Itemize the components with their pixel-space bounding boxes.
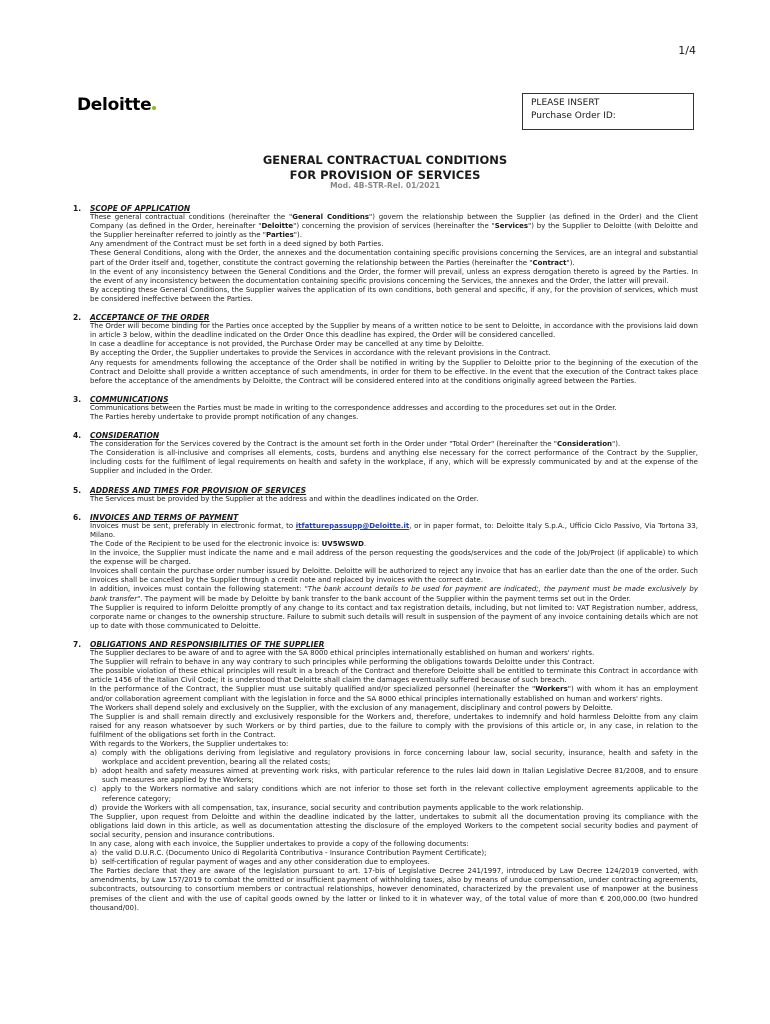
paragraph: By accepting the Order, the Supplier undertakes to provide the Services in accordance with the relevant provisions in the Contract.: [90, 349, 551, 358]
section-obligations: [73, 640, 698, 913]
paragraph: The Parties hereby undertake to provide prompt notification of any changes.: [90, 412, 359, 421]
paragraph: In any case, along with each invoice, the Supplier undertakes to provide a copy of the following documents:: [90, 840, 469, 848]
deloitte-logo: [77, 95, 156, 115]
section-consideration: [73, 431, 698, 476]
paragraph: The Workers shall depend solely and exclusively on the Supplier, with the exclusion of any management, disciplinary and control powers by Deloitte.: [90, 703, 613, 712]
paragraph: Invoices must be sent, preferably in electronic format, to itfatturepassupp@Deloitte.it, or in paper format, to: Deloitte Italy S.p.A., Ufficio Ciclo Passivo, Via Tortona 33, Milano.: [90, 521, 698, 539]
paragraph: The Supplier will refrain to behave in any way contrary to such principles while performing the obligations towards Deloitte under this Contract.: [90, 658, 595, 667]
section-heading: ADDRESS AND TIMES FOR PROVISION OF SERVICES: [90, 485, 307, 495]
section-scope: [73, 204, 698, 304]
paragraph: In addition, invoices must contain the following statement: "The bank account details to be used for payment are indicated;, the payment must be made exclusively by bank transfer". The payment will be made by Deloitte by bank transfer to the bank account of the Supplier within the payment terms set out in the Order.: [90, 585, 698, 603]
list-item: a) the valid D.U.R.C. (Documento Unico di Regolarità Contributiva - Insurance Contribution Payment Certificate);: [90, 849, 487, 858]
section-invoices: [73, 513, 698, 631]
paragraph: The possible violation of these ethical principles will result in a breach of the Contract and therefore Deloitte shall be entitled to terminate this Contract in accordance with article 1456 of the Italian Civil Code; it is understood that Deloitte shall claim the damages eventually suffered because of such breach.: [90, 667, 698, 685]
paragraph: The Services must be provided by the Supplier at the address and within the deadlines indicated on the Order.: [90, 494, 479, 503]
list-item: b) adopt health and safety measures aimed at preventing work risks, with particular reference to the rules laid down in Italian Legislative Decree 81/2008, and to ensure such measures are applied by the Workers;: [90, 767, 698, 785]
paragraph: The consideration for the Services covered by the Contract is the amount set forth in the Order under "Total Order" (hereinafter the "Consideration").: [90, 440, 621, 449]
invoice-email-link[interactable]: itfatturepassupp@Deloitte.it: [295, 521, 410, 530]
section-heading: ACCEPTANCE OF THE ORDER: [90, 313, 210, 323]
document-body: [73, 204, 698, 922]
section-number: 6.: [73, 512, 82, 522]
paragraph: With regards to the Workers, the Supplier undertakes to:: [90, 739, 289, 748]
title-line-2: FOR PROVISION OF SERVICES: [289, 168, 481, 182]
paragraph: The Consideration is all-inclusive and comprises all elements, costs, burdens and anything else necessary for the correct performance of the Contract by the Supplier, including costs for the fulfilment of legal requirements on health and safety in the workplace, if any, which will be expressly communicated by and at the expense of the Supplier and included in the Order.: [90, 449, 698, 476]
po-box-label: Purchase Order ID:: [531, 111, 616, 121]
paragraph: The Supplier is and shall remain directly and exclusively responsible for the Workers and, therefore, undertakes to indemnify and hold harmless Deloitte from any claim raised for any reason whatsoever by such Workers or by third parties, due to the failure to comply with the provisions of this article or, in any case, in relation to the fulfilment of the obligations set forth in the Contract.: [90, 712, 698, 739]
po-box-instruction: PLEASE INSERT: [531, 98, 600, 108]
paragraph: Invoices shall contain the purchase order number issued by Deloitte. Deloitte will be authorized to reject any invoice that has an earlier date than the one of the order. Such invoices shall be cancelled by the Supplier through a credit note and replaced by invoices with the correct date.: [90, 567, 698, 585]
model-reference: Mod. 4B-STR-Rel. 01/2021: [330, 181, 440, 190]
paragraph: Any amendment of the Contract must be set forth in a deed signed by both Parties.: [90, 240, 384, 249]
section-number: 3.: [73, 394, 82, 404]
page-number: 1/4: [678, 44, 696, 57]
paragraph: The Parties declare that they are aware of the legislation pursuant to art. 17-bis of Legislative Decree 241/1997, introduced by Law Decree 124/2019 converted, with amendments, by Law 157/2019 to combat the omitted or insufficient payment of withholding taxes, also by means of undue compensation, under contracting agreements, subcontracts, outsourcing to consortium members or contractual relationships, however denominated, characterized by the prevalent use of manpower at the business premises of the client and with the use of capital goods owned by the latter or linked to it in whatever way, of the total value of more than € 200,000.00 (two hundred thousand/00).: [90, 867, 698, 912]
section-communications: [73, 395, 698, 422]
paragraph: In the invoice, the Supplier must indicate the name and e mail address of the person requesting the goods/services and the code of the Job/Project (if applicable) to which the expense will be charged.: [90, 549, 698, 567]
paragraph: These General Conditions, along with the Order, the annexes and the documentation containing specific provisions concerning the Services, are an integral and substantial part of the Order itself and, together, constitute the contract governing the relationship between the Parties (hereinafter the "Contract").: [90, 249, 698, 267]
section-number: 2.: [73, 313, 82, 323]
paragraph: The Code of the Recipient to be used for the electronic invoice is: UV5WSWD.: [90, 540, 367, 548]
paragraph: The Supplier is required to inform Deloitte promptly of any change to its contact and tax registration details, including, but not limited to: VAT Registration number, address, corporate name or changes to the ownership structure. Failure to submit such details will result in suspension of the payment of any invoice containing details which are not up to date with those communicated to Deloitte.: [90, 603, 698, 630]
section-acceptance: [73, 313, 698, 386]
logo-dot: [152, 106, 156, 110]
section-heading: OBLIGATIONS AND RESPONSIBILITIES OF THE SUPPLIER: [90, 639, 325, 649]
paragraph: The Order will become binding for the Parties once accepted by the Supplier by means of a written notice to be sent to Deloitte, in accordance with the provisions laid down in article 3 below, within the deadline indicated on the Order Once this deadline has expired, the Order will be considered cancelled.: [90, 322, 698, 340]
paragraph: The Supplier declares to be aware of and to agree with the SA 8000 ethical principles internationally established on human and workers' rights.: [90, 649, 595, 658]
section-heading: CONSIDERATION: [90, 431, 160, 441]
section-heading: SCOPE OF APPLICATION: [90, 204, 191, 213]
list-item: d) provide the Workers with all compensation, tax, insurance, social security and contribution payments applicable to the work relationship.: [90, 803, 584, 812]
title-line-1: GENERAL CONTRACTUAL CONDITIONS: [262, 153, 508, 167]
paragraph: These general contractual conditions (hereinafter the "General Conditions") govern the relationship between the Supplier (as defined in the Order) and the Client Company (as defined in the Order, hereinafter "Deloitte") concerning the provision of services (hereinafter the "Services") by the Supplier to Deloitte (with Deloitte and the Supplier hereinafter referred to jointly as the "Parties").: [90, 213, 699, 240]
document-title: [0, 153, 770, 183]
paragraph: The Supplier, upon request from Deloitte and within the deadline indicated by the latter, undertakes to submit all the documentation proving its compliance with the obligations laid down in this article, as well as documentation attesting the disclosure of the employed Workers to the competent social security bodies and payment of social security, pension and insurance contributions.: [90, 812, 698, 839]
paragraph: Communications between the Parties must be made in writing to the correspondence addresses and according to the procedures set out in the Order.: [90, 403, 617, 412]
section-number: 1.: [73, 204, 82, 213]
section-heading: INVOICES AND TERMS OF PAYMENT: [90, 512, 239, 522]
paragraph: By accepting these General Conditions, the Supplier waives the application of its own conditions, both general and specific, if any, for the provision of services, which must be considered ineffective between the Parties.: [90, 285, 698, 303]
paragraph: In the event of any inconsistency between the General Conditions and the Order, the former will prevail, unless an express derogation thereto is agreed by the Parties. In the event of any inconsistency between the documentation containing specific provisions concerning the Services, the annexes and the Order, the latter will prevail.: [90, 267, 698, 285]
paragraph: Any requests for amendments following the acceptance of the Order shall be notified in writing by the Supplier to Deloitte prior to the beginning of the execution of the Contract and Deloitte shall provide a written acceptance of such amendments, in order for them to be effective. In the event that the execution of the Contract takes place before the acceptance of the amendments by Deloitte, the Contract will be considered entered into at the conditions originally agreed between the Parties.: [90, 358, 698, 385]
list-item: c) apply to the Workers normative and salary conditions which are not inferior to those set forth in the relevant collective employment agreements applicable to the reference category;: [90, 785, 698, 803]
section-heading: COMMUNICATIONS: [90, 394, 169, 404]
list-item: b) self-certification of regular payment of wages and any other consideration due to employees.: [90, 858, 430, 867]
paragraph: In the performance of the Contract, the Supplier must use suitably qualified and/or specialized personnel (hereinafter the "Workers") with whom it has an employment and/or collaboration agreement compliant with the legislation in force and the SA 8000 ethical principles internationally established on human and workers' rights.: [90, 685, 698, 703]
section-number: 7.: [73, 639, 82, 649]
paragraph: In case a deadline for acceptance is not provided, the Purchase Order may be cancelled at any time by Deloitte.: [90, 340, 485, 349]
section-number: 5.: [73, 485, 82, 495]
purchase-order-box: [522, 93, 694, 130]
recipient-code: UV5WSWD: [321, 540, 364, 548]
section-address-times: [73, 486, 698, 504]
section-number: 4.: [73, 431, 82, 441]
logo-text: Deloitte: [77, 95, 152, 115]
list-item: a) comply with the obligations deriving from legislative and regulatory provisions in force concerning labour law, social security, insurance, health and safety in the workplace and accident prevention, bearing all the related costs;: [90, 749, 698, 767]
